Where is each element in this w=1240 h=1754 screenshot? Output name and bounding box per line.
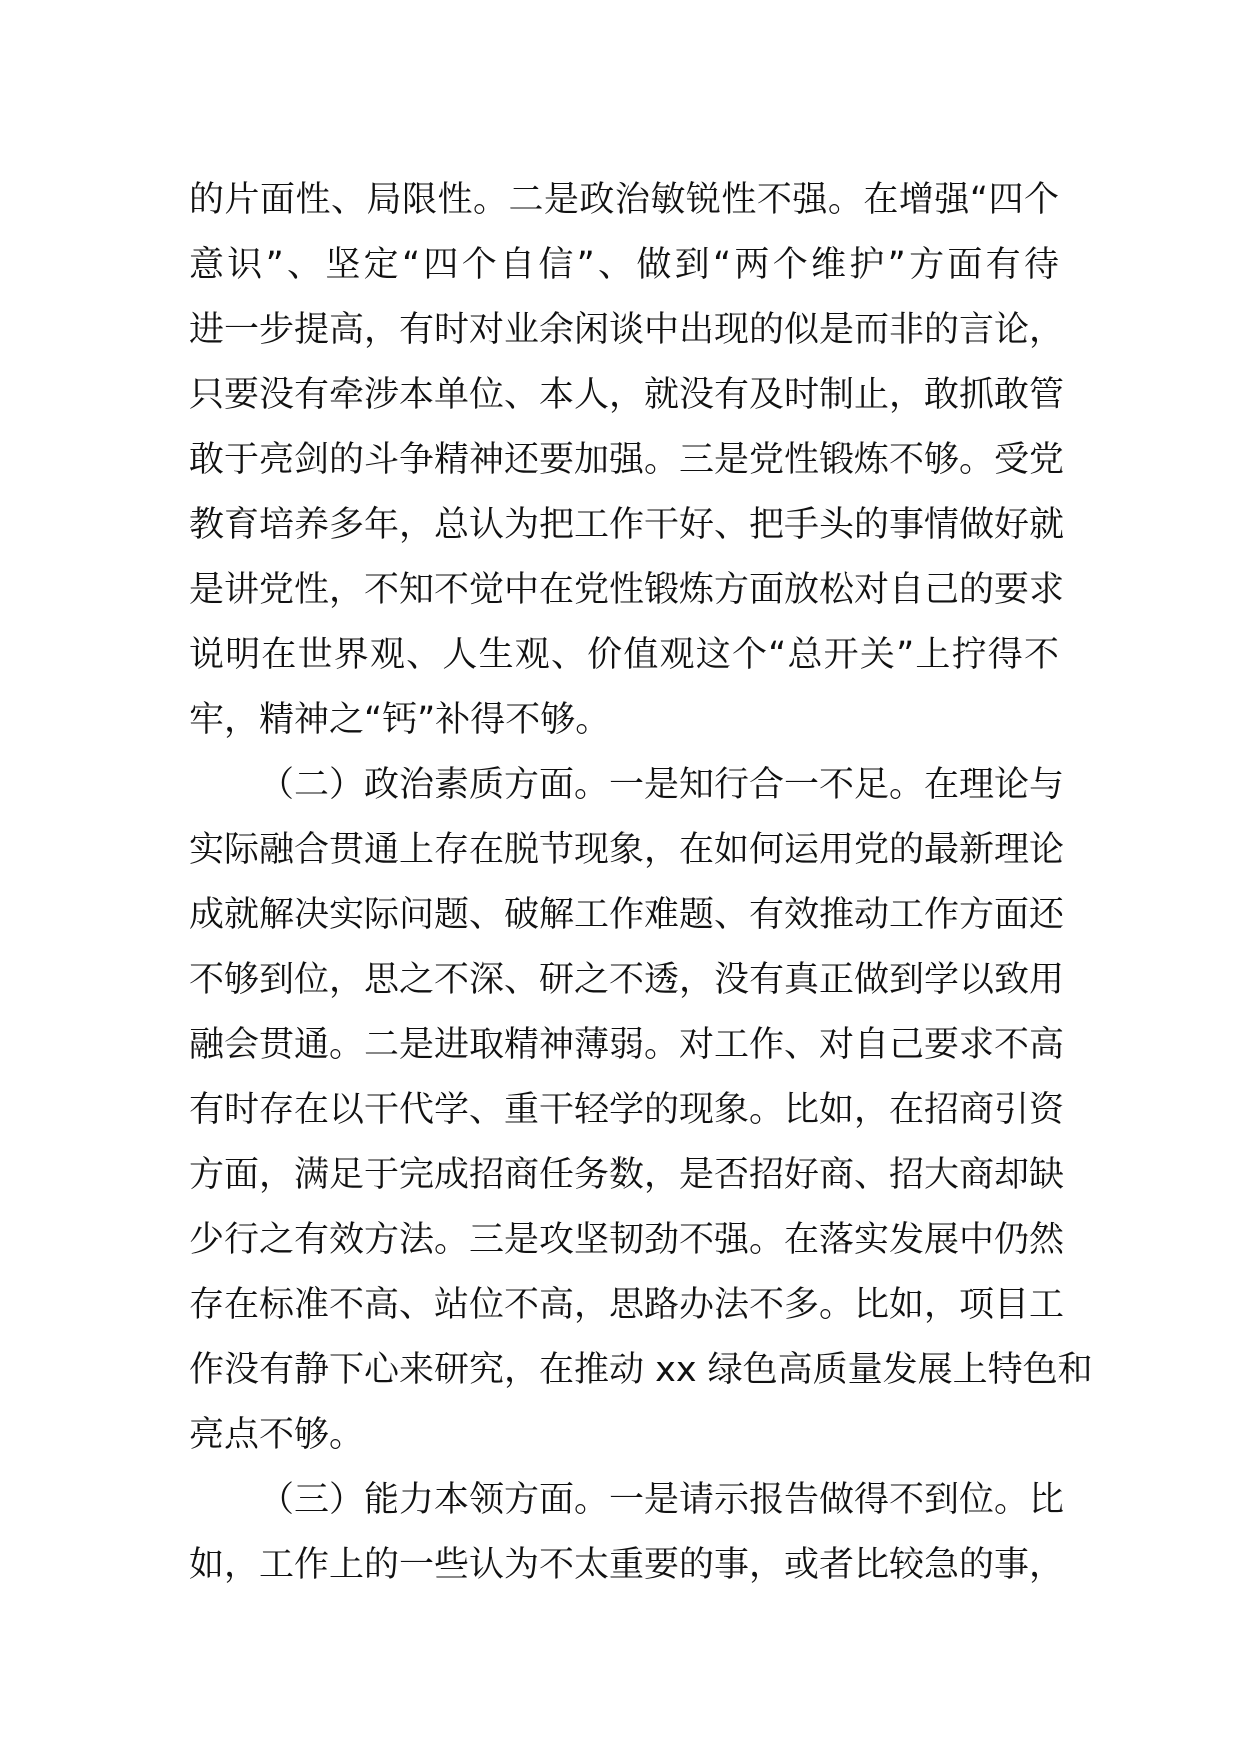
text-line-1: 的片面性、局限性。二是政治敏锐性不强。在增强“四个 (189, 180, 1059, 220)
text-line-2: 意识”、坚定“四个自信”、做到“两个维护”方面有待 (189, 245, 1059, 285)
text-line-18: 存在标准不高、站位不高，思路办法不多。比如，项目工 (189, 1285, 1065, 1325)
text-line-4: 只要没有牵涉本单位、本人，就没有及时制止，敢抓敢管 (189, 375, 1065, 415)
text-line-12: 成就解决实际问题、破解工作难题、有效推动工作方面还 (189, 895, 1065, 935)
text-line-3: 进一步提高，有时对业余闲谈中出现的似是而非的言论， (189, 310, 1065, 350)
text-line-22: 如，工作上的一些认为不太重要的事，或者比较急的事， (189, 1545, 1065, 1585)
text-line-19: 作没有静下心来研究，在推动 xx 绿色高质量发展上特色和 (189, 1350, 1093, 1390)
text-line-8: 说明在世界观、人生观、价值观这个“总开关”上拧得不 (189, 635, 1059, 675)
text-line-6: 教育培养多年，总认为把工作干好、把手头的事情做好就 (189, 505, 1065, 545)
text-line-14: 融会贯通。二是进取精神薄弱。对工作、对自己要求不高 (189, 1025, 1065, 1065)
text-line-16: 方面，满足于完成招商任务数，是否招好商、招大商却缺 (189, 1155, 1065, 1195)
text-line-13: 不够到位，思之不深、研之不透，没有真正做到学以致用 (189, 960, 1065, 1000)
text-line-15: 有时存在以干代学、重干轻学的现象。比如，在招商引资 (189, 1090, 1065, 1130)
text-line-7: 是讲党性，不知不觉中在党性锻炼方面放松对自己的要求 (189, 570, 1065, 610)
text-line-5: 敢于亮剑的斗争精神还要加强。三是党性锻炼不够。受党 (189, 440, 1065, 480)
document-body (189, 168, 1093, 1598)
text-line-9: 牢，精神之“钙”补得不够。 (189, 700, 611, 740)
text-line-17: 少行之有效方法。三是攻坚韧劲不强。在落实发展中仍然 (189, 1220, 1065, 1260)
text-line-20: 亮点不够。 (189, 1415, 365, 1455)
section-heading-3-line: （三）能力本领方面。一是请示报告做得不到位。比 (259, 1480, 1065, 1520)
text-line-11: 实际融合贯通上存在脱节现象，在如何运用党的最新理论 (189, 830, 1065, 870)
section-heading-2-line: （二）政治素质方面。一是知行合一不足。在理论与 (259, 765, 1065, 805)
